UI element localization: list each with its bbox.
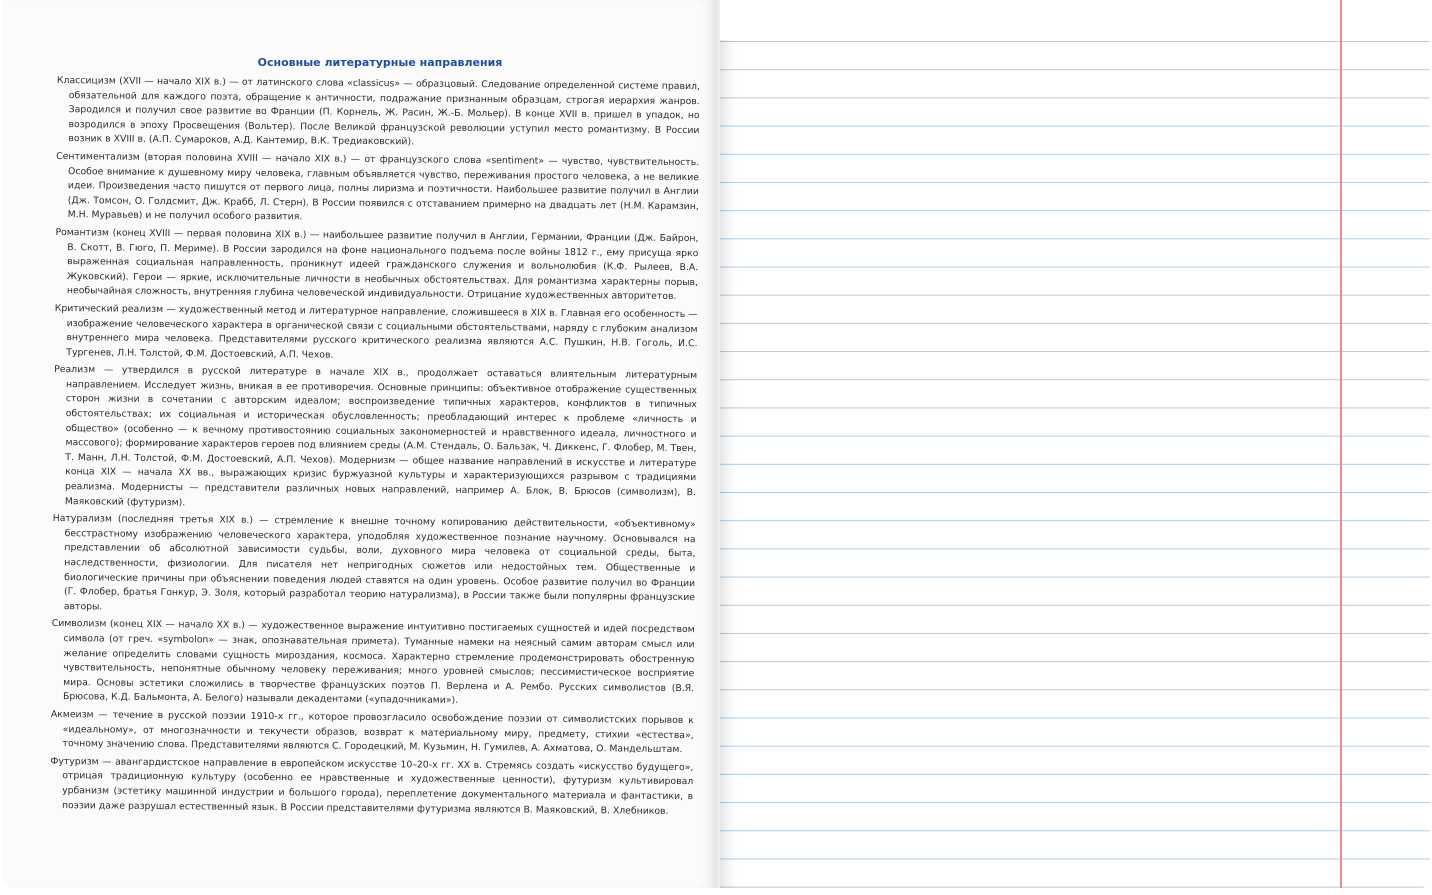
right-ruled-page — [720, 0, 1430, 888]
margin-line — [1340, 0, 1342, 888]
entry-critical-realism: Критический реализм — художественный метод и литературное направление, сложившееся в XIX в. Главная его особенность — изображение человеческого характера в органической связи с социальными обстоятельствами, наряду с глубоким анализом внутреннего мира человека. Представителями русского критического реализма являются А.С. Пушкин, Н.В. Гоголь, И.С. Тургенев, Л.Н. Толстой, Ф.М. Достоевский, А.П. Чехов. — [54, 302, 698, 361]
entry-romanticism: Романтизм (конец XVIII — первая половина XIX в.) — наибольшее развитие получил в Англии, Германии, Франции (Дж. Байрон, В. Скотт, В. Гюго, П. Мериме). В России зародился на фоне национального подъема после войны 1812 г., ему присуща ярко выраженная социальная направленность, проникнут идеей гражданского служения и вольнолюбия (К.Ф. Рылеев, В.А. Жуковский). Герои — яркие, исключительные личности в необычных обстоятельствах. Для романтизма характерны порыв, необычайная сложность, внутренняя глубина человеческой индивидуальности. Отрицание художественных авторитетов. — [55, 226, 699, 303]
entry-classicism: Классицизм (XVII — начало XIX в.) — от латинского слова «classicus» — образцовый. Следование определенной системе правил, обязательной для каждого поэта, обращение к античности, подражание признанным образцам, строгая иерархия жанров. Зародился и получил свое развитие во Франции (П. Корнель, Ж. Расин, Ж.-Б. Мольер). В конце XVII в. пришел в упадок, но возродился в эпоху Просвещения (Вольтер). После Великой французской революции уступил место романтизму. В России возник в XVIII в. (А.П. Сумароков, А.Д. Кантемир, В.К. Тредиаковский). — [56, 74, 700, 148]
entry-symbolism: Символизм (конец XIX — начало XX в.) — художественное выражение интуитивно постигаемых сущностей и идей посредством символа (от греч. «symbolon» — знак, опознавательная примета). Туманные намеки на неясный самим авторам смысл или желание определить словами сущность мироздания, космоса. Характерно стремление продемонстрировать обостренную чувствительность, непонятные обычному человеку переживания; много уровней смыслов; пессимистическое восприятие мира. Основы эстетики сложились в творчестве французских поэтов П. Верлена и А. Рембо. Русских символистов (В.Я. Брюсова, К.Д. Бальмонта, А. Белого) называли декадентами («упадочниками»). — [51, 618, 695, 707]
top-blank-area — [720, 0, 1430, 40]
entries-list — [50, 74, 700, 822]
page-title: Основные литературные направления — [257, 56, 503, 69]
entry-futurism: Футуризм — авангардистское направление в европейском искусстве 10–20-х гг. XX в. Стремясь создать «искусство будущего», отрицая традиционную культуру (особенно ее нравственные и художественные ценности), футуризм культивировал урбанизм (эстетику машинной индустрии и большого города), переплетение документального материала и фантастики, в поэзии даже разрушал естественный язык. В России представителями футуризма являются В. Маяковский, В. Хлебников. — [50, 755, 694, 817]
left-page — [2, 0, 718, 888]
entry-sentimentalism: Сентиментализм (вторая половина XVIII — начало XIX в.) — от французского слова «sentiment» — чувство, чувствительность. Особое внимание к душевному миру человека, главным объявляется чувство, переживания простого человека, а не великие идеи. Произведения часто пишутся от первого лица, полны лиризма и поэтичности. Наибольшее развитие получил в Англии (Дж. Томсон, О. Голдсмит, Дж. Крабб, Л. Стерн). В России появился с отставанием примерно на двадцать лет (Н.М. Карамзин, М.Н. Муравьев) и не получил особого развития. — [56, 150, 700, 223]
entry-realism: Реализм — утвердился в русской литературе в начале XIX в., продолжает оставаться влиятельным литературным направлением. Исследует жизнь, вникая в ее противоречия. Основные принципы: объективное отображение существенных сторон жизни в сочетании с авторским идеалом; воспроизведение типичных характеров, конфликтов в типичных обстоятельствах; их социальная и историческая обусловленность; преобладающий интерес к проблеме «личность и общество» (особенно — к вечному противостоянию социальных закономерностей и нравственного идеала, личностного и массового); формирование характеров героев под влиянием среды (А.М. Стендаль, О. Бальзак, Ч. Диккенс, Г. Флобер, М. Твен, Т. Манн, Л.Н. Толстой, Ф.М. Достоевский, А.П. Чехов). Модернизм — общее название направлений в искусстве и литературе конца XIX — начала XX вв., выражающих кризис буржуазной культуры и характеризующихся разрывом с традициями реализма. Модернисты — представители различных новых направлений, например А. Блок, В. Брюсов (символизм), В. Маяковский (футуризм). — [54, 364, 698, 508]
entry-acmeism: Акмеизм — течение в русской поэзии 1910-х гг., которое провозгласило освобождение поэзии от символистских порывов к «идеальному», от многозначности и текучести образов, возврат к материальному миру, предмету, стихии «естества», точному значению слова. Представителями являются С. Городецкий, М. Кузьмин, Н. Гумилев, А. Ахматова, О. Мандельштам. — [50, 708, 694, 756]
entry-naturalism: Натурализм (последняя третья XIX в.) — стремление к внешне точному копированию действительности, «объективному» бесстрастному изображению человеческого характера, уподобляя художественное познание научному. Основывался на представлении об абсолютной зависимости судьбы, воли, духовного мира человека от социальной среды, быта, наследственности, физиологии. Для писателя нет непригодных сюжетов или недостойных тем. Общественные и биологические причины при объяснении поведения людей ставятся на один уровень. Особое развитие получил во Франции (Г. Флобер, братья Гонкур, Э. Золя, который разработал теорию натурализма), в России также были популярны французские авторы. — [52, 513, 696, 613]
